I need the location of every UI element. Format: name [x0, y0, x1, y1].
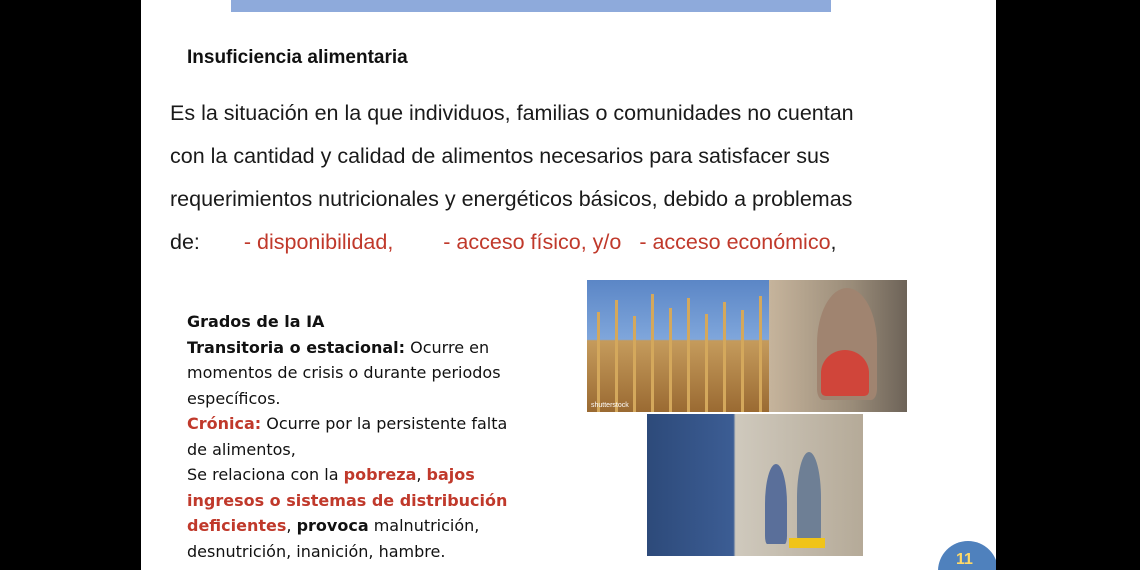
slide: [141, 0, 996, 570]
grades-block: [187, 309, 517, 564]
definition-suffix: ,: [830, 230, 837, 254]
problem-physical-access: - acceso físico, y/o: [443, 230, 622, 254]
grade-relation: [187, 462, 517, 564]
problem-availability: - disponibilidad,: [243, 230, 394, 254]
relation-comma-2: ,: [286, 516, 297, 535]
definition-paragraph: [170, 92, 960, 264]
effects-text: malnutrición, desnutrición, inanición, hambre.: [187, 516, 480, 561]
photo-watermark: shutterstock: [591, 402, 629, 409]
definition-line-4: [170, 221, 960, 264]
grade-transitoria: [187, 335, 517, 412]
definition-line-3: requerimientos nutricionales y energéticos básicos, debido a problemas: [170, 187, 853, 211]
transitoria-text: Ocurre en momentos de crisis o durante periodos específicos.: [187, 337, 501, 408]
definition-line-1: Es la situación en la que individuos, familias o comunidades no cuentan: [170, 101, 854, 125]
provoca-text: provoca: [296, 516, 369, 535]
pobreza-text: pobreza: [343, 465, 417, 484]
transitoria-label: Transitoria o estacional:: [187, 337, 406, 357]
section-heading: Insuficiencia alimentaria: [187, 47, 408, 68]
cronica-text: Ocurre por la persistente falta de alimentos,: [187, 414, 508, 459]
relation-comma-1: ,: [416, 465, 427, 484]
problem-economic-access: - acceso económico: [639, 230, 831, 254]
grade-cronica: [187, 411, 517, 462]
dry-corn-field-photo: [587, 280, 769, 412]
definition-line-2: con la cantidad y calidad de alimentos necesarios para satisfacer sus: [170, 144, 830, 168]
definition-prefix: de:: [170, 230, 200, 254]
relation-text: Se relaciona con la: [187, 465, 344, 484]
bajos-ingresos-text: bajos ingresos o sistemas de distribución deficientes: [187, 465, 508, 535]
title-banner: [231, 0, 831, 12]
grades-title: Grados de la IA: [187, 312, 325, 331]
page-number: 11: [956, 551, 973, 568]
children-photo: [647, 414, 863, 556]
cronica-label: Crónica:: [187, 414, 262, 433]
woman-begging-photo: [769, 280, 907, 412]
